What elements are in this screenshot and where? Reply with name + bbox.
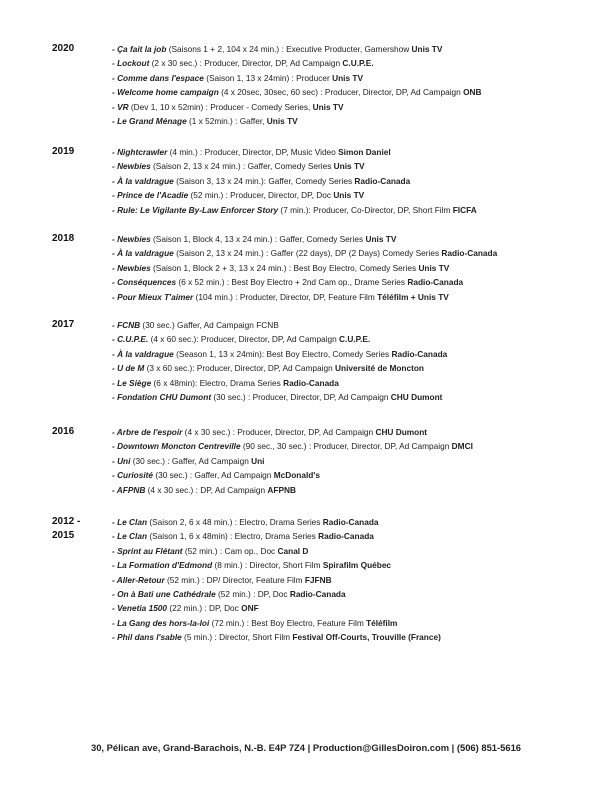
credit-client: C.U.P.E. — [339, 334, 371, 345]
credit-title: - Nightcrawler — [112, 147, 168, 157]
credit-title: - Uni — [112, 455, 131, 466]
year-label — [52, 515, 112, 543]
credit-title: - Venetia 1500 — [112, 603, 168, 614]
credit-description: (7 min.): Producer, Co-Director, DP, Short Film — [278, 204, 453, 215]
credit-entry — [112, 145, 592, 159]
credit-entry — [112, 558, 592, 572]
credit-title: - À la valdrague — [112, 248, 174, 259]
credit-title: - FCNB — [112, 320, 141, 330]
credit-description: (Saison 1, Block 2 + 3, 13 x 24 min.) : Best Boy Electro, Comedy Series — [150, 262, 419, 273]
credit-entry — [112, 483, 592, 497]
year-line: 2019 — [52, 146, 75, 157]
credit-entry — [112, 174, 592, 188]
credit-client: Unis TV — [332, 72, 363, 83]
contact-footer: 30, Pélican ave, Grand-Barachois, N.-B. E4P 7Z4 | Production@GillesDoiron.com | (506) 851-5616 — [91, 742, 521, 753]
credit-entry — [112, 376, 592, 390]
credit-client: Festival Off-Courts, Trouville (France) — [292, 632, 441, 643]
credit-list — [112, 425, 592, 497]
credit-title: - Lockout — [112, 58, 150, 69]
credit-client: Uni — [251, 455, 265, 466]
credit-description: (30 sec.) : Gaffer, Ad Campaign — [153, 470, 274, 481]
credit-description: (1 x 52min.) : Gaffer, — [186, 116, 267, 127]
credit-description: (Saison 2, 13 x 24 min.) : Gaffer, Comedy Series — [150, 161, 334, 172]
credit-entry — [112, 347, 592, 361]
credit-entry — [112, 332, 592, 346]
credit-entry — [112, 188, 592, 202]
credit-client: Radio-Canada — [283, 377, 339, 388]
credit-description: (Saison 2, 6 x 48 min.) : Electro, Drama Series — [147, 517, 323, 527]
credit-entry — [112, 630, 592, 644]
credit-title: - Newbies — [112, 161, 151, 172]
year-label — [52, 42, 112, 56]
credit-client: Téléfilm — [366, 617, 398, 628]
credit-entry — [112, 100, 592, 114]
credit-client: Unis TV — [365, 234, 397, 244]
credit-description: (6 x 52 min.) : Best Boy Electro + 2nd Cam op., Drame Series — [176, 277, 408, 288]
credit-list — [112, 232, 592, 304]
credit-client: Radio-Canada — [289, 589, 346, 600]
credit-client: Radio-Canada — [322, 517, 379, 527]
credit-description: (8 min.) : Director, Short Film — [212, 560, 323, 571]
credit-title: - La Gang des hors-la-loi — [112, 617, 210, 628]
credit-client: Radio-Canada — [318, 531, 374, 542]
credit-entry — [112, 529, 592, 543]
credit-title: - Newbies — [112, 234, 151, 244]
credit-entry — [112, 318, 592, 332]
credit-description: (5 min.) : Director, Short Film — [181, 632, 293, 643]
credit-description: (Saison 3, 13 x 24 min.): Gaffer, Comedy Series — [173, 175, 355, 186]
credit-entry — [112, 56, 592, 70]
credit-title: - Rule: Le Vigilante By-Law Enforcer Story — [112, 204, 279, 215]
credit-entry — [112, 275, 592, 289]
credit-entry — [112, 439, 592, 453]
credit-description: (72 min.) : Best Boy Electro, Feature Film — [209, 617, 367, 628]
credit-description: (6 x 48min): Electro, Drama Series — [151, 377, 284, 388]
credit-entry — [112, 573, 592, 587]
credit-client: Unis TV — [411, 44, 443, 54]
credit-description: (30 sec.) : Gaffer, Ad Campaign — [130, 455, 252, 466]
credit-description: (4 min.) : Producer, Director, DP, Music Video — [167, 147, 339, 157]
credit-entry — [112, 390, 592, 404]
credit-entry — [112, 85, 592, 99]
credit-title: - Pour Mieux T'aimer — [112, 291, 194, 302]
credit-description: (Saison 2, 13 x 24 min.) : Gaffer (22 days), DP (2 Days) Comedy Series — [173, 248, 442, 259]
credit-entry — [112, 587, 592, 601]
credit-entry — [112, 203, 592, 217]
credit-list — [112, 145, 592, 217]
credit-title: - À la valdrague — [112, 348, 174, 359]
credit-description: (22 min.) : DP, Doc — [167, 603, 242, 614]
credit-client: Téléfilm + Unis TV — [377, 291, 449, 302]
credit-entry — [112, 616, 592, 630]
credit-client: Unis TV — [312, 101, 344, 112]
credit-description: (Season 1, 13 x 24min): Best Boy Electro, Comedy Series — [173, 348, 392, 359]
credit-description: (4 x 60 sec.): Producer, Director, DP, Ad Campaign — [148, 334, 340, 345]
year-line: 2012 - — [52, 516, 81, 527]
credit-description: (52 min.) : Cam op., Doc — [182, 545, 278, 556]
credit-title: - Fondation CHU Dumont — [112, 392, 212, 403]
credit-client: Spirafilm Québec — [322, 560, 392, 571]
credit-client: Unis TV — [333, 190, 365, 201]
credit-entry — [112, 290, 592, 304]
credit-description: (52 min.) : DP/ Director, Feature Film — [164, 574, 305, 585]
credit-entry — [112, 454, 592, 468]
credit-title: - Le Clan — [112, 531, 148, 542]
year-line: 2015 — [52, 530, 75, 541]
year-line: 2017 — [52, 319, 75, 330]
credit-client: Radio-Canada — [407, 277, 464, 288]
credit-client: C.U.P.E. — [342, 58, 374, 69]
credit-title: - La Formation d'Edmond — [112, 560, 213, 571]
credit-client: Unis TV — [418, 262, 450, 273]
credit-entry — [112, 159, 592, 173]
credit-description: (30 sec.) : Producer, Director, DP, Ad Campaign — [211, 392, 391, 403]
credit-client: Radio-Canada — [354, 175, 411, 186]
credit-client: DMCI — [451, 441, 473, 452]
credit-title: - VR — [112, 101, 129, 112]
credit-entry — [112, 361, 592, 375]
credit-title: - Aller-Retour — [112, 574, 165, 585]
credit-description: (Saisons 1 + 2, 104 x 24 min.) : Executive Producter, Gamershow — [166, 44, 412, 54]
credit-client: FICFA — [452, 204, 477, 215]
credit-title: - À la valdrague — [112, 175, 174, 186]
credit-title: - AFPNB — [112, 484, 146, 495]
credit-client: Unis TV — [333, 161, 365, 172]
credit-title: - Sprint au Flétant — [112, 545, 183, 556]
credit-list — [112, 515, 592, 645]
credit-entry — [112, 71, 592, 85]
year-label — [52, 318, 112, 332]
credit-title: - Curiosité — [112, 470, 154, 481]
year-label — [52, 232, 112, 246]
credit-description: (Dev 1, 10 x 52min) : Producer - Comedy Series, — [128, 101, 313, 112]
credit-entry — [112, 601, 592, 615]
credit-client: ONB — [463, 87, 482, 98]
credit-client: McDonald's — [273, 470, 320, 481]
credit-title: - Le Clan — [112, 517, 148, 527]
credit-client: Radio-Canada — [391, 348, 448, 359]
credit-description: (52 min.) : Producer, Director, DP, Doc — [188, 190, 334, 201]
credit-description: (Saison 1, 13 x 24min) : Producer — [203, 72, 333, 83]
credit-title: - Conséquences — [112, 277, 177, 288]
credit-description: (30 sec.) Gaffer, Ad Campaign FCNB — [140, 320, 279, 330]
year-line: 2016 — [52, 426, 75, 437]
credit-title: - Downtown Moncton Centreville — [112, 441, 241, 452]
credit-title: - Prince de l'Acadie — [112, 190, 189, 201]
credit-description: (4 x 30 sec.) : DP, Ad Campaign — [145, 484, 268, 495]
credit-description: (104 min.) : Producter, Director, DP, Feature Film — [193, 291, 378, 302]
credit-title: - Le Grand Ménage — [112, 116, 187, 127]
credit-client: Unis TV — [266, 116, 298, 127]
credit-list — [112, 42, 592, 128]
credit-title: - Welcome home campaign — [112, 87, 219, 98]
credit-title: - Comme dans l'espace — [112, 72, 204, 83]
credit-client: CHU Dumont — [375, 427, 428, 437]
credit-description: (2 x 30 sec.) : Producer, Director, DP, Ad Campaign — [149, 58, 343, 69]
credit-description: (Saison 1, Block 4, 13 x 24 min.) : Gaffer, Comedy Series — [150, 234, 366, 244]
credit-client: ONF — [241, 603, 259, 614]
credit-entry — [112, 246, 592, 260]
credit-description: (Saison 1, 6 x 48min) : Electro, Drama Series — [147, 531, 319, 542]
credit-description: (3 x 60 sec.): Producer, Director, DP, Ad Campaign — [144, 363, 336, 374]
credit-description: (4 x 30 sec.) : Producer, Director, DP, Ad Campaign — [182, 427, 376, 437]
credit-client: FJFNB — [304, 574, 332, 585]
credit-title: - Phil dans l'sable — [112, 632, 182, 643]
year-line: 2018 — [52, 233, 75, 244]
credit-title: - Newbies — [112, 262, 151, 273]
credit-list — [112, 318, 592, 404]
credit-title: - Ça fait la job — [112, 44, 167, 54]
credit-client: Radio-Canada — [441, 248, 498, 259]
credit-title: - Le Siège — [112, 377, 152, 388]
credit-entry — [112, 544, 592, 558]
credit-client: Université de Moncton — [335, 363, 425, 374]
credit-client: Simon Daniel — [338, 147, 391, 157]
credit-entry — [112, 468, 592, 482]
year-label — [52, 425, 112, 439]
credit-entry — [112, 261, 592, 275]
credit-title: - Arbre de l'espoir — [112, 427, 183, 437]
credit-title: - On à Bati une Cathédrale — [112, 589, 216, 600]
credit-entry — [112, 232, 592, 246]
credit-title: - U de M — [112, 363, 145, 374]
credit-title: - C.U.P.E. — [112, 334, 149, 345]
year-label — [52, 145, 112, 159]
credit-client: AFPNB — [267, 484, 296, 495]
credit-client: CHU Dumont — [390, 392, 443, 403]
credit-client: Canal D — [277, 545, 309, 556]
credit-description: (52 min.) : DP, Doc — [215, 589, 290, 600]
credit-entry — [112, 515, 592, 529]
credit-entry — [112, 114, 592, 128]
credit-description: (90 sec., 30 sec.) : Producer, Director, DP, Ad Campaign — [240, 441, 452, 452]
credit-entry — [112, 425, 592, 439]
credit-description: (4 x 20sec, 30sec, 60 sec) : Producer, Director, DP, Ad Campaign — [218, 87, 464, 98]
credit-entry — [112, 42, 592, 56]
year-line: 2020 — [52, 43, 75, 54]
